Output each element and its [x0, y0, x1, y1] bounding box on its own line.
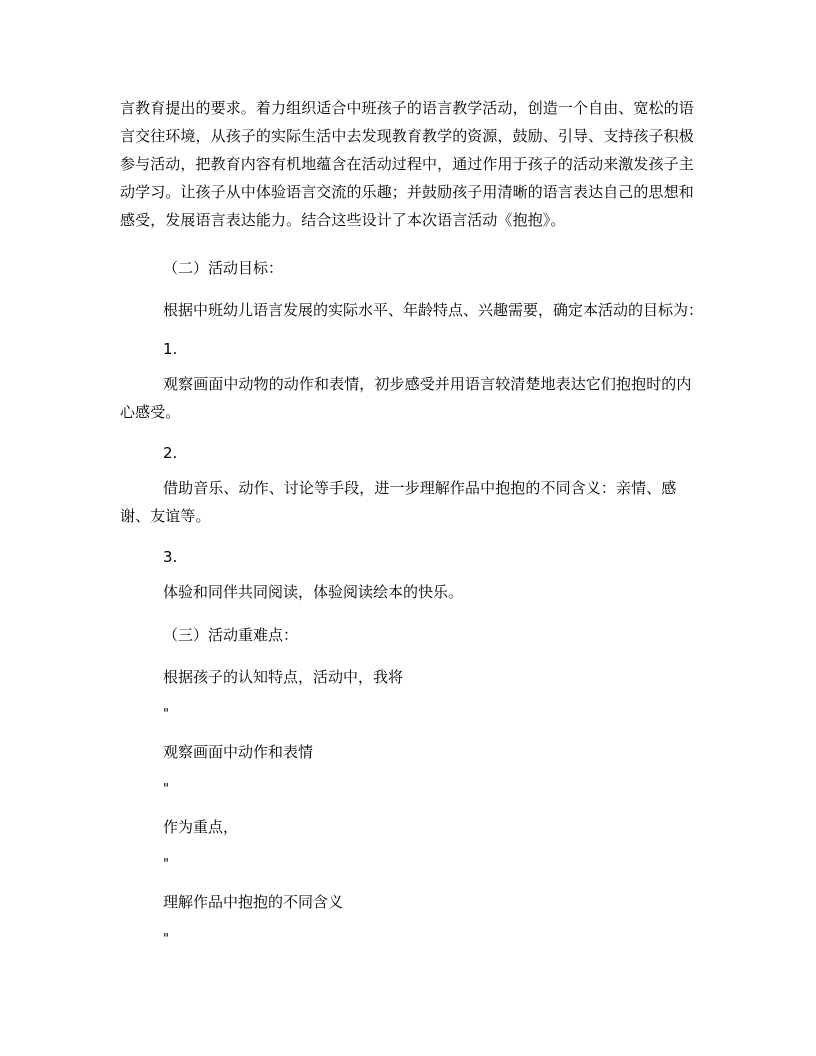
section3-line: 根据孩子的认知特点，活动中，我将: [163, 668, 404, 686]
quote-mark: ": [163, 857, 169, 872]
quote-mark: ": [163, 932, 169, 947]
quote-mark: ": [163, 782, 169, 797]
goal-text: 体验和同伴共同阅读，体验阅读绘本的快乐。: [163, 583, 464, 601]
section3-line: 理解作品中抱抱的不同含义: [163, 893, 344, 911]
section3-heading: （三）活动重难点：: [163, 626, 299, 644]
goal-text: 观察画面中动物的动作和表情，初步感受并用语言较清楚地表达它们抱抱时的内心感受。: [120, 375, 692, 421]
goal-text: 借助音乐、动作、讨论等手段，进一步理解作品中抱抱的不同含义：亲情、感谢、友谊等。: [120, 479, 677, 525]
section2-heading: （二）活动目标：: [163, 259, 284, 277]
intro-paragraph: 言教育提出的要求。着力组织适合中班孩子的语言教学活动，创造一个自由、宽松的语言交往环境，从孩子的实际生活中去发现教育教学的资源，鼓励、引导、支持孩子积极参与活动，把教育内容有机地蕴含在活动过程中，通过作用于孩子的活动来激发孩子主动学习。让孩子从中体验语言交流的乐趣；并鼓励孩子用清晰的语言表达自己的思想和感受，发展语言表达能力。结合这些设计了本次语言活动《抱抱》。: [120, 99, 694, 229]
quote-mark: ": [163, 707, 169, 722]
section2-intro: 根据中班幼儿语言发展的实际水平、年龄特点、兴趣需要，确定本活动的目标为：: [163, 301, 704, 319]
goal-number: 2.: [163, 444, 178, 462]
goal-number: 1.: [163, 340, 178, 358]
section3-line: 观察画面中动作和表情: [163, 743, 314, 761]
goal-number: 3.: [163, 548, 178, 566]
section3-line: 作为重点，: [163, 818, 239, 836]
